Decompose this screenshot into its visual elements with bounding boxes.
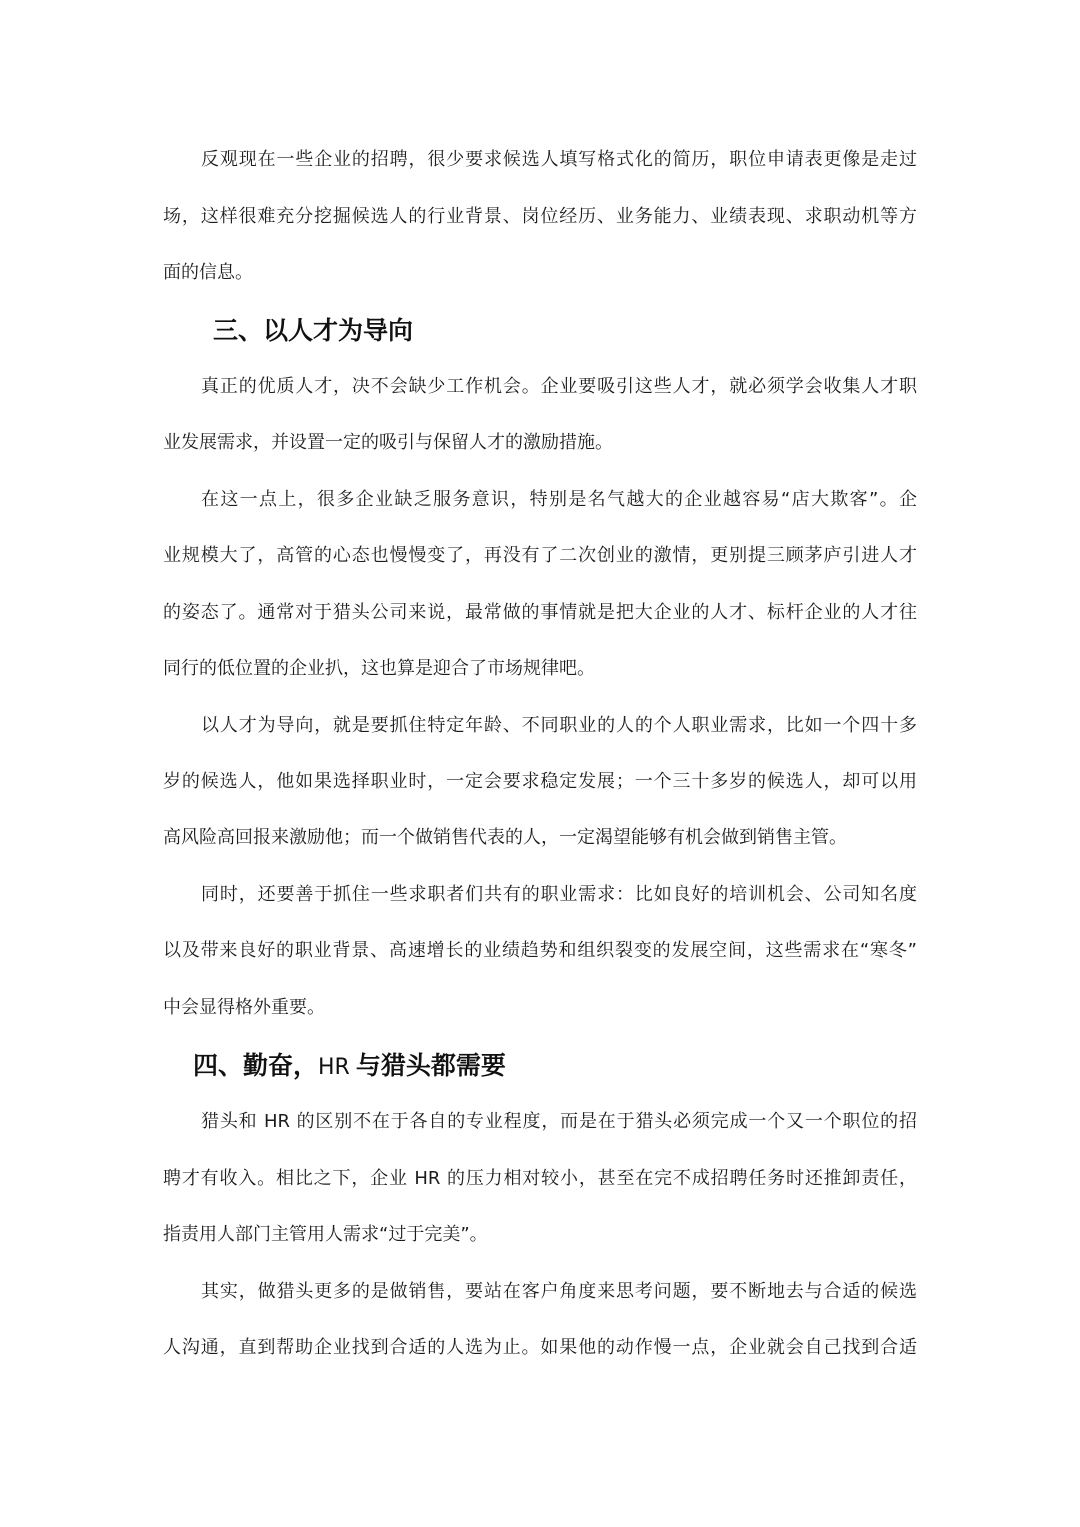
- section-heading-4-abbr: HR: [318, 1055, 350, 1080]
- paragraph-1-line-3: 面的信息。: [163, 262, 253, 283]
- paragraph-2-line-1: 真正的优质人才，决不会缺少工作机会。企业要吸引这些人才，就必须学会收集人才职: [201, 376, 917, 397]
- paragraph-4-line-3: 高风险高回报来激励他；而一个做销售代表的人，一定渴望能够有机会做到销售主管。: [163, 827, 847, 848]
- paragraph-7-line-1: 其实，做猎头更多的是做销售，要站在客户角度来思考问题，要不断地去与合适的候选: [201, 1281, 917, 1302]
- paragraph-1-line-1: 反观现在一些企业的招聘，很少要求候选人填写格式化的简历，职位申请表更像是走过: [201, 149, 917, 170]
- paragraph-2-line-2: 业发展需求，并设置一定的吸引与保留人才的激励措施。: [163, 432, 613, 453]
- paragraph-4-line-1: 以人才为导向，就是要抓住特定年龄、不同职业的人的个人职业需求，比如一个四十多: [201, 715, 917, 736]
- paragraph-3-line-2: 业规模大了，高管的心态也慢慢变了，再没有了二次创业的激情，更别提三顾茅庐引进人才: [163, 545, 917, 566]
- paragraph-5-line-3: 中会显得格外重要。: [163, 997, 325, 1018]
- paragraph-3-line-1: 在这一点上，很多企业缺乏服务意识，特别是名气越大的企业越容易“店大欺客”。企: [201, 489, 917, 510]
- section-heading-4-suffix: 与猎头都需要: [355, 1051, 506, 1080]
- paragraph-6-line-3: 指责用人部门主管用人需求“过于完美”。: [163, 1224, 488, 1245]
- section-heading-3: 三、以人才为导向: [213, 316, 414, 345]
- paragraph-4-line-2: 岁的候选人，他如果选择职业时，一定会要求稳定发展；一个三十多岁的候选人，却可以用: [163, 771, 917, 792]
- paragraph-5-line-2: 以及带来良好的职业背景、高速增长的业绩趋势和组织裂变的发展空间，这些需求在“寒冬”: [163, 940, 917, 961]
- section-heading-4-prefix: 四、勤奋，: [193, 1051, 319, 1080]
- section-heading-4: [193, 1049, 506, 1083]
- paragraph-1-line-2: 场，这样很难充分挖掘候选人的行业背景、岗位经历、业务能力、业绩表现、求职动机等方: [163, 206, 917, 227]
- paragraph-3-line-3: 的姿态了。通常对于猎头公司来说，最常做的事情就是把大企业的人才、标杆企业的人才往: [163, 602, 917, 623]
- paragraph-3-line-4: 同行的低位置的企业扒，这也算是迎合了市场规律吧。: [163, 658, 595, 679]
- paragraph-5-line-1: 同时，还要善于抓住一些求职者们共有的职业需求：比如良好的培训机会、公司知名度: [201, 884, 917, 905]
- paragraph-6-line-2: 聘才有收入。相比之下，企业 HR 的压力相对较小，甚至在完不成招聘任务时还推卸责任，: [163, 1168, 917, 1189]
- paragraph-6-line-1: 猎头和 HR 的区别不在于各自的专业程度，而是在于猎头必须完成一个又一个职位的招: [201, 1111, 917, 1132]
- paragraph-7-line-2: 人沟通，直到帮助企业找到合适的人选为止。如果他的动作慢一点，企业就会自己找到合适: [163, 1337, 917, 1358]
